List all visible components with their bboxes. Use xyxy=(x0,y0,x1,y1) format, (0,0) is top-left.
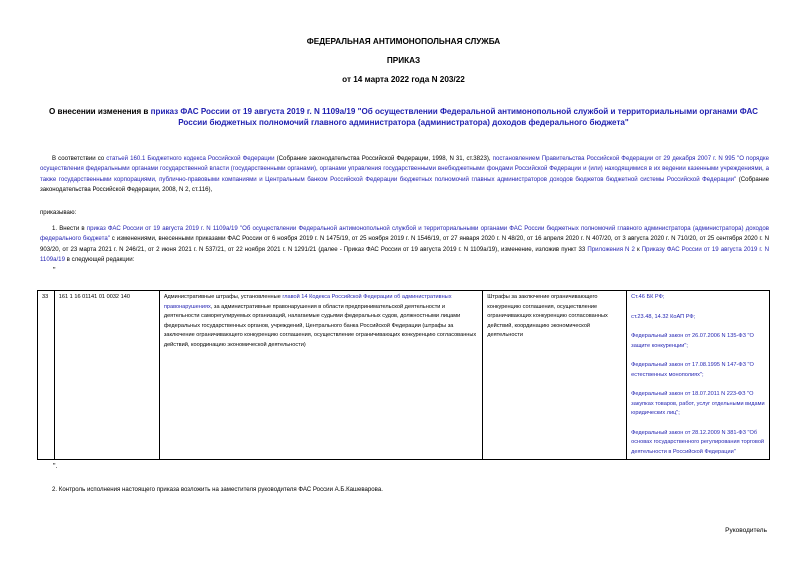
law-link[interactable]: Федеральный закон от 26.07.2006 N 135-ФЗ "О защите конкуренции"; xyxy=(631,333,754,349)
preamble-text-1: В соответствии со xyxy=(52,155,107,162)
item1-text-1: 1. Внести в xyxy=(52,225,87,232)
order-1109-short-link[interactable]: Приказу ФАС России от 19 августа 2019 г. N 1109а/19 xyxy=(40,245,770,263)
item1-text-2: с изменениями, внесенными приказами ФАС России от 6 ноября 2019 г. N 1475/19, от 25 ноября 2019 г. N 1546/19, от 27 января 2020 г. N 48/20, от 16 апреля 2020 г. N 407/20, от 3 августа 2020 г. N 710/20, от 25 сентября 2020 г. N 903/20, от 23 марта 2021 г. N 246/21, от 2 июня 2021 г. N 537/21, от 22 ноября 2021 г. N 1291/21 (далее - Приказ ФАС России от 19 августа 2019 г. N 1109а/19), изменение, изложив пункт 33 xyxy=(40,235,769,253)
preamble-paragraph xyxy=(40,154,769,195)
koap-chapter-14-link[interactable]: главой 14 Кодекса Российской Федерации об административных правонарушениях xyxy=(163,294,452,310)
description-text-2: , за административные правонарушения в области предпринимательской деятельности и деятельности саморегулируемых организаций, налагаемые судьями федеральных судов, должностными лицами федеральных государственных органов, учреждений, Центрального банка Российской Федерации (штрафы за заключение ограничивающего конкуренцию соглашения, осуществление ограничивающих конкуренцию согласованных действий, координацию экономической деятельности) xyxy=(163,303,477,348)
law-link[interactable]: ст.23.48, 14.32 КоАП РФ; xyxy=(631,313,696,320)
agency-name: ФЕДЕРАЛЬНАЯ АНТИМОНОПОЛЬНАЯ СЛУЖБА xyxy=(306,37,501,46)
law-link[interactable]: Ст.46 БК РФ; xyxy=(631,294,665,300)
title-link[interactable]: приказ ФАС России от 19 августа 2019 г. N 1109а/19 "Об осуществлении Федеральной антимонопольной службой и территориальными органами ФАС России бюджетных полномочий главного администратора (администратора) доходов федерального бюджета" xyxy=(150,107,758,127)
law-link[interactable]: Федеральный закон от 28.12.2009 N 381-ФЗ "Об основах государственного регулирования торговой деятельности в Российской Федерации" xyxy=(631,429,765,455)
item-1-paragraph xyxy=(40,224,769,265)
budget-code-cell: 161 1 16 01141 01 0032 140 xyxy=(54,291,159,460)
description-cell xyxy=(159,291,482,460)
preamble-text-3: (Собрание законодательства Российской Федерации, 2008, N 2, ст.116), xyxy=(40,175,769,193)
laws-cell xyxy=(627,291,770,460)
title-prefix: О внесении изменения в xyxy=(49,107,151,116)
revenue-table xyxy=(37,290,770,460)
appendix-2-link[interactable]: Приложения N 2 xyxy=(587,245,635,253)
item1-text-4: в следующей редакции: xyxy=(64,255,135,263)
row-number-cell: 33 xyxy=(38,291,55,460)
description-text-1: Административные штрафы, установленные xyxy=(163,294,283,300)
preamble-text-2: (Собрание законодательства Российской Федерации, 1998, N 31, ст.3823), xyxy=(274,155,493,162)
item-2-paragraph: 2. Контроль исполнения настоящего приказа возложить на заместителя руководителя ФАС России А.Б.Кашеварова. xyxy=(52,486,383,493)
signature-title: Руководитель xyxy=(725,527,767,534)
order-word: приказываю: xyxy=(40,209,77,216)
table-row xyxy=(38,291,770,460)
document-title xyxy=(40,106,767,128)
close-quote: ". xyxy=(53,463,58,470)
open-quote: " xyxy=(53,267,56,274)
purpose-cell: Штрафы за заключение ограничивающего конкуренцию соглашения, осуществление ограничивающих конкуренцию согласованных действий, координацию экономической деятельности xyxy=(483,291,627,460)
budget-code-link[interactable]: статьей 160.1 Бюджетного кодекса Российской Федерации xyxy=(106,155,275,162)
order-1109-link[interactable]: приказ ФАС России от 19 августа 2019 г. N 1109а/19 "Об осуществлении Федеральной антимонопольной службой и территориальными органами ФАС России бюджетных полномочий главного администратора (администратора) доходов федерального бюджета" xyxy=(40,225,769,243)
government-decree-link[interactable]: постановлением Правительства Российской Федерации от 29 декабря 2007 г. N 995 "О порядке осуществления федеральными органами государственной власти (государственными органами), органами управления государственными внебюджетными фондами Российской Федерации и (или) находящимися в их ведении казенными учреждениями, а также государственными корпорациями, публично-правовыми компаниями и Центральным банком Российской Федерации бюджетных полномочий главных администраторов доходов бюджетов бюджетной системы Российской Федерации" xyxy=(40,155,770,183)
doc-date-number: от 14 марта 2022 года N 203/22 xyxy=(342,75,465,84)
doc-type: ПРИКАЗ xyxy=(386,56,421,65)
law-link[interactable]: Федеральный закон от 18.07.2011 N 223-ФЗ "О закупках товаров, работ, услуг отдельными видами юридических лиц"; xyxy=(631,391,765,416)
law-link[interactable]: Федеральный закон от 17.08.1995 N 147-ФЗ "О естественных монополиях"; xyxy=(631,362,754,378)
item1-text-3: к xyxy=(634,245,642,253)
